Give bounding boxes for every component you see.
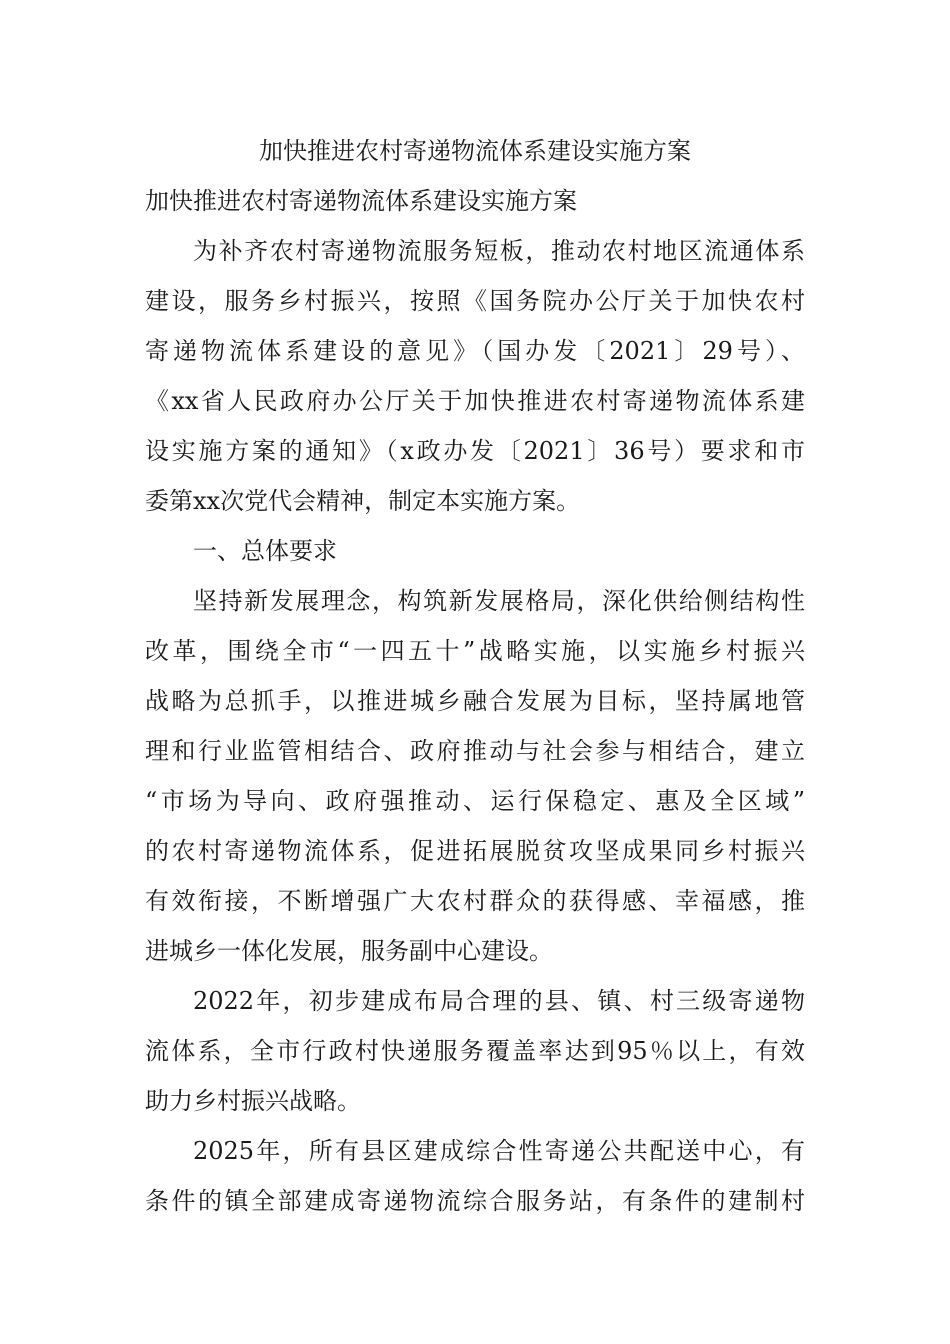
paragraph-line: 助力乡村振兴战略。 [145, 1087, 361, 1115]
paragraph-line: 为补齐农村寄递物流服务短板，推动农村地区流通体系 [193, 237, 805, 265]
paragraph-line: 有效衔接，不断增强广大农村群众的获得感、幸福感，推 [145, 887, 805, 915]
paragraph-line: 建设，服务乡村振兴，按照《国务院办公厅关于加快农村 [145, 287, 805, 315]
document-title: 加快推进农村寄递物流体系建设实施方案 [259, 137, 691, 165]
document-subtitle: 加快推进农村寄递物流体系建设实施方案 [145, 187, 577, 215]
paragraph-line: 条件的镇全部建成寄递物流综合服务站，有条件的建制村 [145, 1187, 805, 1215]
paragraph-line: 寄递物流体系建设的意见》（国办发〔2021〕29号）、 [145, 337, 805, 365]
paragraph-line: 委第xx次党代会精神，制定本实施方案。 [145, 487, 581, 515]
paragraph-line: 2025年，所有县区建成综合性寄递公共配送中心，有 [193, 1137, 805, 1165]
paragraph-line: 《xx省人民政府办公厅关于加快推进农村寄递物流体系建 [145, 387, 805, 415]
paragraph-line: “市场为导向、政府强推动、运行保稳定、惠及全区域” [145, 787, 805, 815]
paragraph-line: 进城乡一体化发展，服务副中心建设。 [145, 937, 553, 965]
section-heading: 一、总体要求 [193, 537, 337, 565]
paragraph-line: 战略为总抓手，以推进城乡融合发展为目标，坚持属地管 [145, 687, 805, 715]
paragraph-line: 2022年，初步建成布局合理的县、镇、村三级寄递物 [193, 987, 805, 1015]
paragraph-line: 改革，围绕全市“一四五十”战略实施，以实施乡村振兴 [145, 637, 805, 665]
paragraph-line: 流体系，全市行政村快递服务覆盖率达到95％以上，有效 [145, 1037, 805, 1065]
paragraph-line: 的农村寄递物流体系，促进拓展脱贫攻坚成果同乡村振兴 [145, 837, 805, 865]
paragraph-line: 坚持新发展理念，构筑新发展格局，深化供给侧结构性 [193, 587, 805, 615]
paragraph-line: 理和行业监管相结合、政府推动与社会参与相结合，建立 [145, 737, 805, 765]
paragraph-line: 设实施方案的通知》（x政办发〔2021〕36号）要求和市 [145, 437, 805, 465]
